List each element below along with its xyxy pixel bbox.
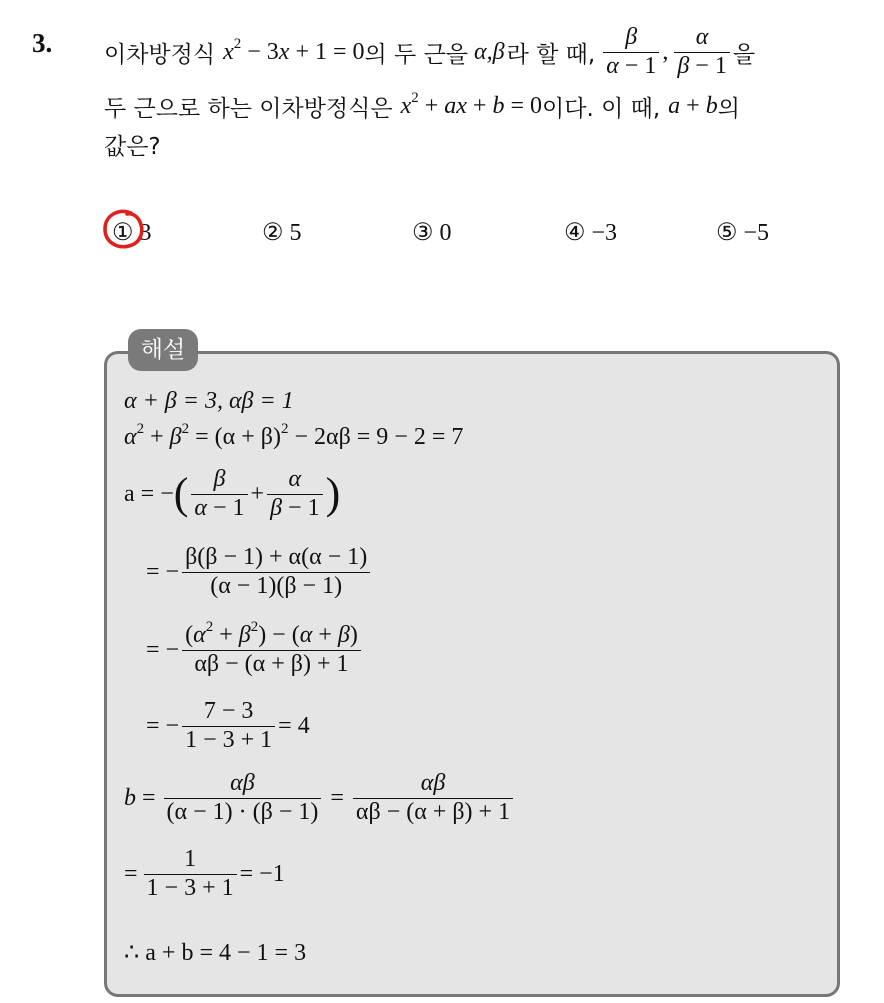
choice-1[interactable]: ① 3 xyxy=(112,220,152,246)
fraction-beta-over-alpha: $\frac{\beta}{\alpha - 1}$ xyxy=(603,24,659,80)
solution-line-2: $\alpha^2 + \beta^2 = (\alpha + \beta)^2 - 2\alpha\beta = 9 - 2 = 7$ xyxy=(124,421,464,450)
question-number: 3. xyxy=(32,28,53,58)
choice-3[interactable]: ③ 0 xyxy=(412,220,452,246)
solution-b-definition: b = $\frac{\alpha\beta}{(\alpha - 1) \cdot (\beta - 1)}$ = $\frac{\alpha\beta}{\alpha\beta - (\alpha + \beta) + 1}$ xyxy=(124,770,516,826)
solution-a-definition: a = − ( $\frac{\beta}{\alpha - 1}$ + $\frac{\alpha}{\beta - 1}$ ) xyxy=(124,466,341,521)
equation-2: $x^2$ + ax + b = 0 xyxy=(400,89,543,119)
solution-a-step-2: = − $\frac{\beta(\beta - 1) + \alpha(\alpha - 1)}{(\alpha - 1)(\beta - 1)}$ xyxy=(146,544,373,600)
choice-2[interactable]: ② 5 xyxy=(262,220,302,246)
choice-4[interactable]: ④ −3 xyxy=(564,220,618,246)
solution-conclusion: ∴ a + b = 4 − 1 = 3 xyxy=(124,940,307,966)
solution-a-step-4: = − $\frac{7 - 3}{1 - 3 + 1}$ = 4 xyxy=(146,698,310,753)
fraction-alpha-over-beta: $\frac{\alpha}{\beta - 1}$ xyxy=(674,24,730,80)
question-line-3: 값은? xyxy=(104,134,161,160)
choice-5[interactable]: ⑤ −5 xyxy=(716,220,770,246)
question-text: 이차방정식 xyxy=(104,41,216,68)
solution-line-1: α + β = 3, αβ = 1 xyxy=(124,388,294,414)
question-line-2: 두 근으로 하는 이차방정식은 $x^2$ + ax + b = 0 이다. 이 때, a + b 의 xyxy=(104,89,740,122)
answer-circle-mark xyxy=(101,207,147,251)
solution-b-result: = $\frac{1}{1 - 3 + 1}$ = −1 xyxy=(124,846,285,901)
question-line-1: 이차방정식 $x^2 - 3x + 1 = 0$ 의 두 근을 α,β 라 할 때, $\frac{\beta}{\alpha - 1}$ , $\frac{\alpha}{\beta - 1}$ 을 xyxy=(104,23,756,79)
solution-a-step-3: = − $\frac{(\alpha^2 + \beta^2) - (\alpha + \beta)}{\alpha\beta - (\alpha + \beta) + 1}$ xyxy=(146,622,364,678)
equation-1: $x^2 - 3x + 1 = 0$ xyxy=(223,35,365,65)
solution-tag: 해설 xyxy=(128,329,198,371)
